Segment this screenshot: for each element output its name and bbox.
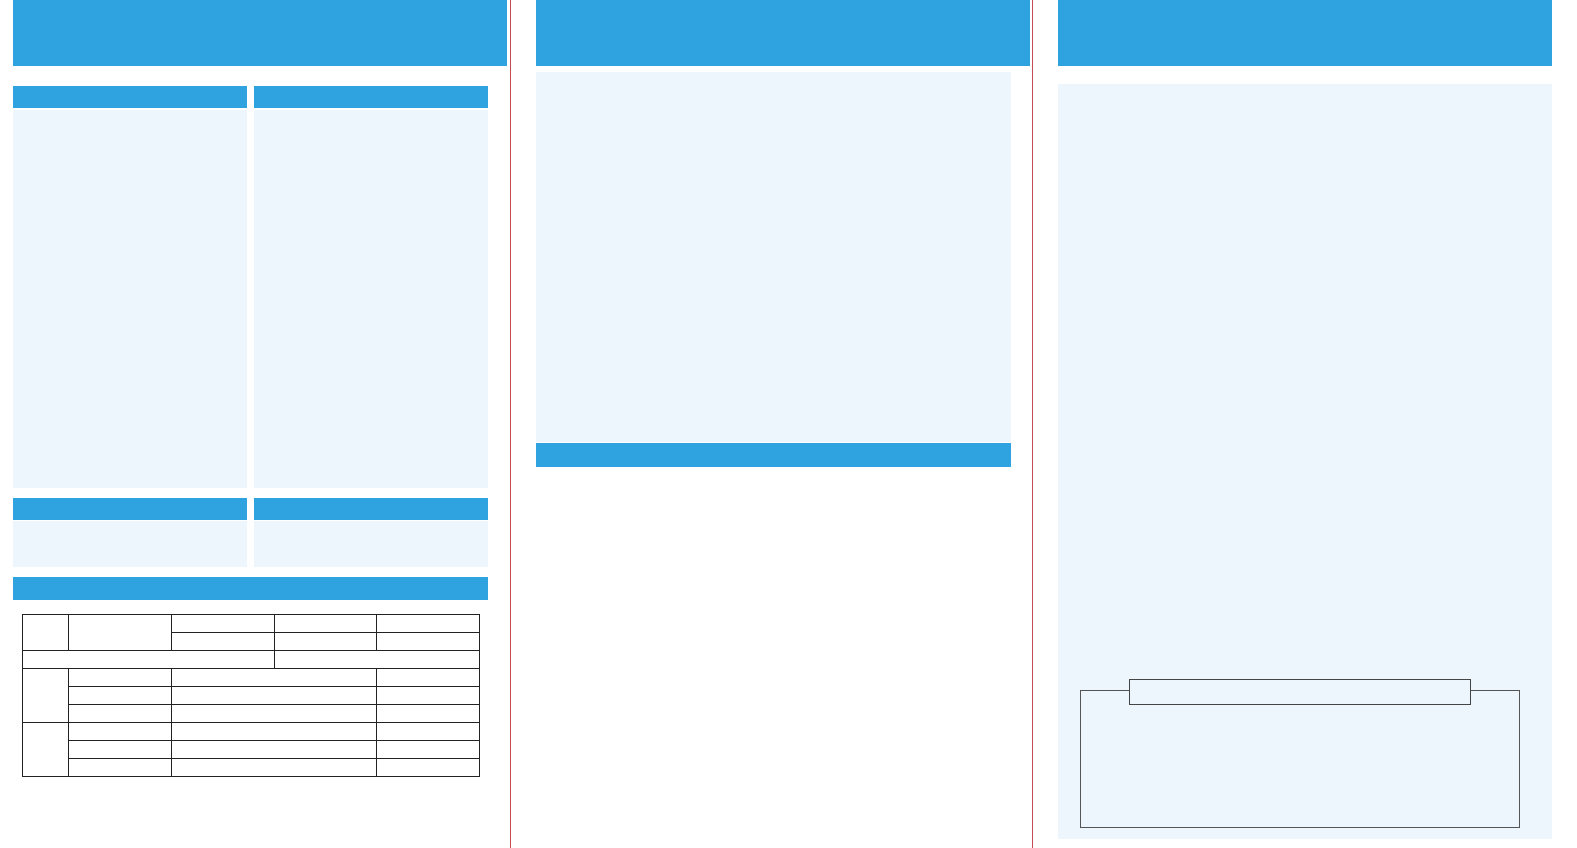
ushers-week1: [171, 687, 377, 705]
offering-week1: [171, 759, 377, 777]
wed-service-label: [274, 633, 377, 651]
am-first-prayer: [171, 615, 274, 633]
pm-prayer: [377, 615, 480, 633]
service-table: [22, 614, 480, 777]
ushers-week2: [377, 687, 480, 705]
ushers-week1: [171, 669, 377, 687]
week1-heading: [23, 651, 275, 669]
ushers-week1: [171, 705, 377, 723]
offering-committee-label: [23, 723, 69, 777]
week2-heading: [274, 651, 480, 669]
am-service-label: [69, 615, 172, 651]
offering-week1: [171, 741, 377, 759]
wednesday-bar: [254, 86, 488, 108]
dawn-prayer-bar: [13, 498, 247, 520]
offerings-panel: [536, 72, 1011, 442]
offering-week2: [377, 723, 480, 741]
dawn-prayer-panel: [13, 521, 247, 567]
offering-week2: [377, 741, 480, 759]
presider-line: [20, 116, 240, 142]
section-header-worship: [13, 0, 507, 66]
ushers-week2: [377, 705, 480, 723]
column-divider: [510, 0, 511, 848]
servers-title: [1129, 679, 1471, 705]
sunday-evening-panel: [13, 110, 247, 488]
pm-service-label: [274, 615, 377, 633]
service-committee-bar: [13, 577, 488, 600]
sunday-evening-bar: [13, 86, 247, 108]
column-divider: [1032, 0, 1033, 848]
ushers-week2: [377, 669, 480, 687]
wednesday-panel: [254, 110, 488, 488]
next-prayer-label: [23, 615, 69, 651]
section-header-mission: [1058, 0, 1552, 66]
friday-prayer-bar: [254, 498, 488, 520]
ushers-label: [23, 669, 69, 723]
mission-letter: [1078, 92, 1520, 118]
district-report-bar: [536, 443, 1011, 467]
offering-week2: [377, 759, 480, 777]
offering-week1: [171, 723, 377, 741]
wed-prayer: [377, 633, 480, 651]
friday-prayer-panel: [254, 521, 488, 567]
section-header-offerings: [536, 0, 1030, 66]
am-second-prayer: [171, 633, 274, 651]
servers-box: [1080, 690, 1520, 828]
